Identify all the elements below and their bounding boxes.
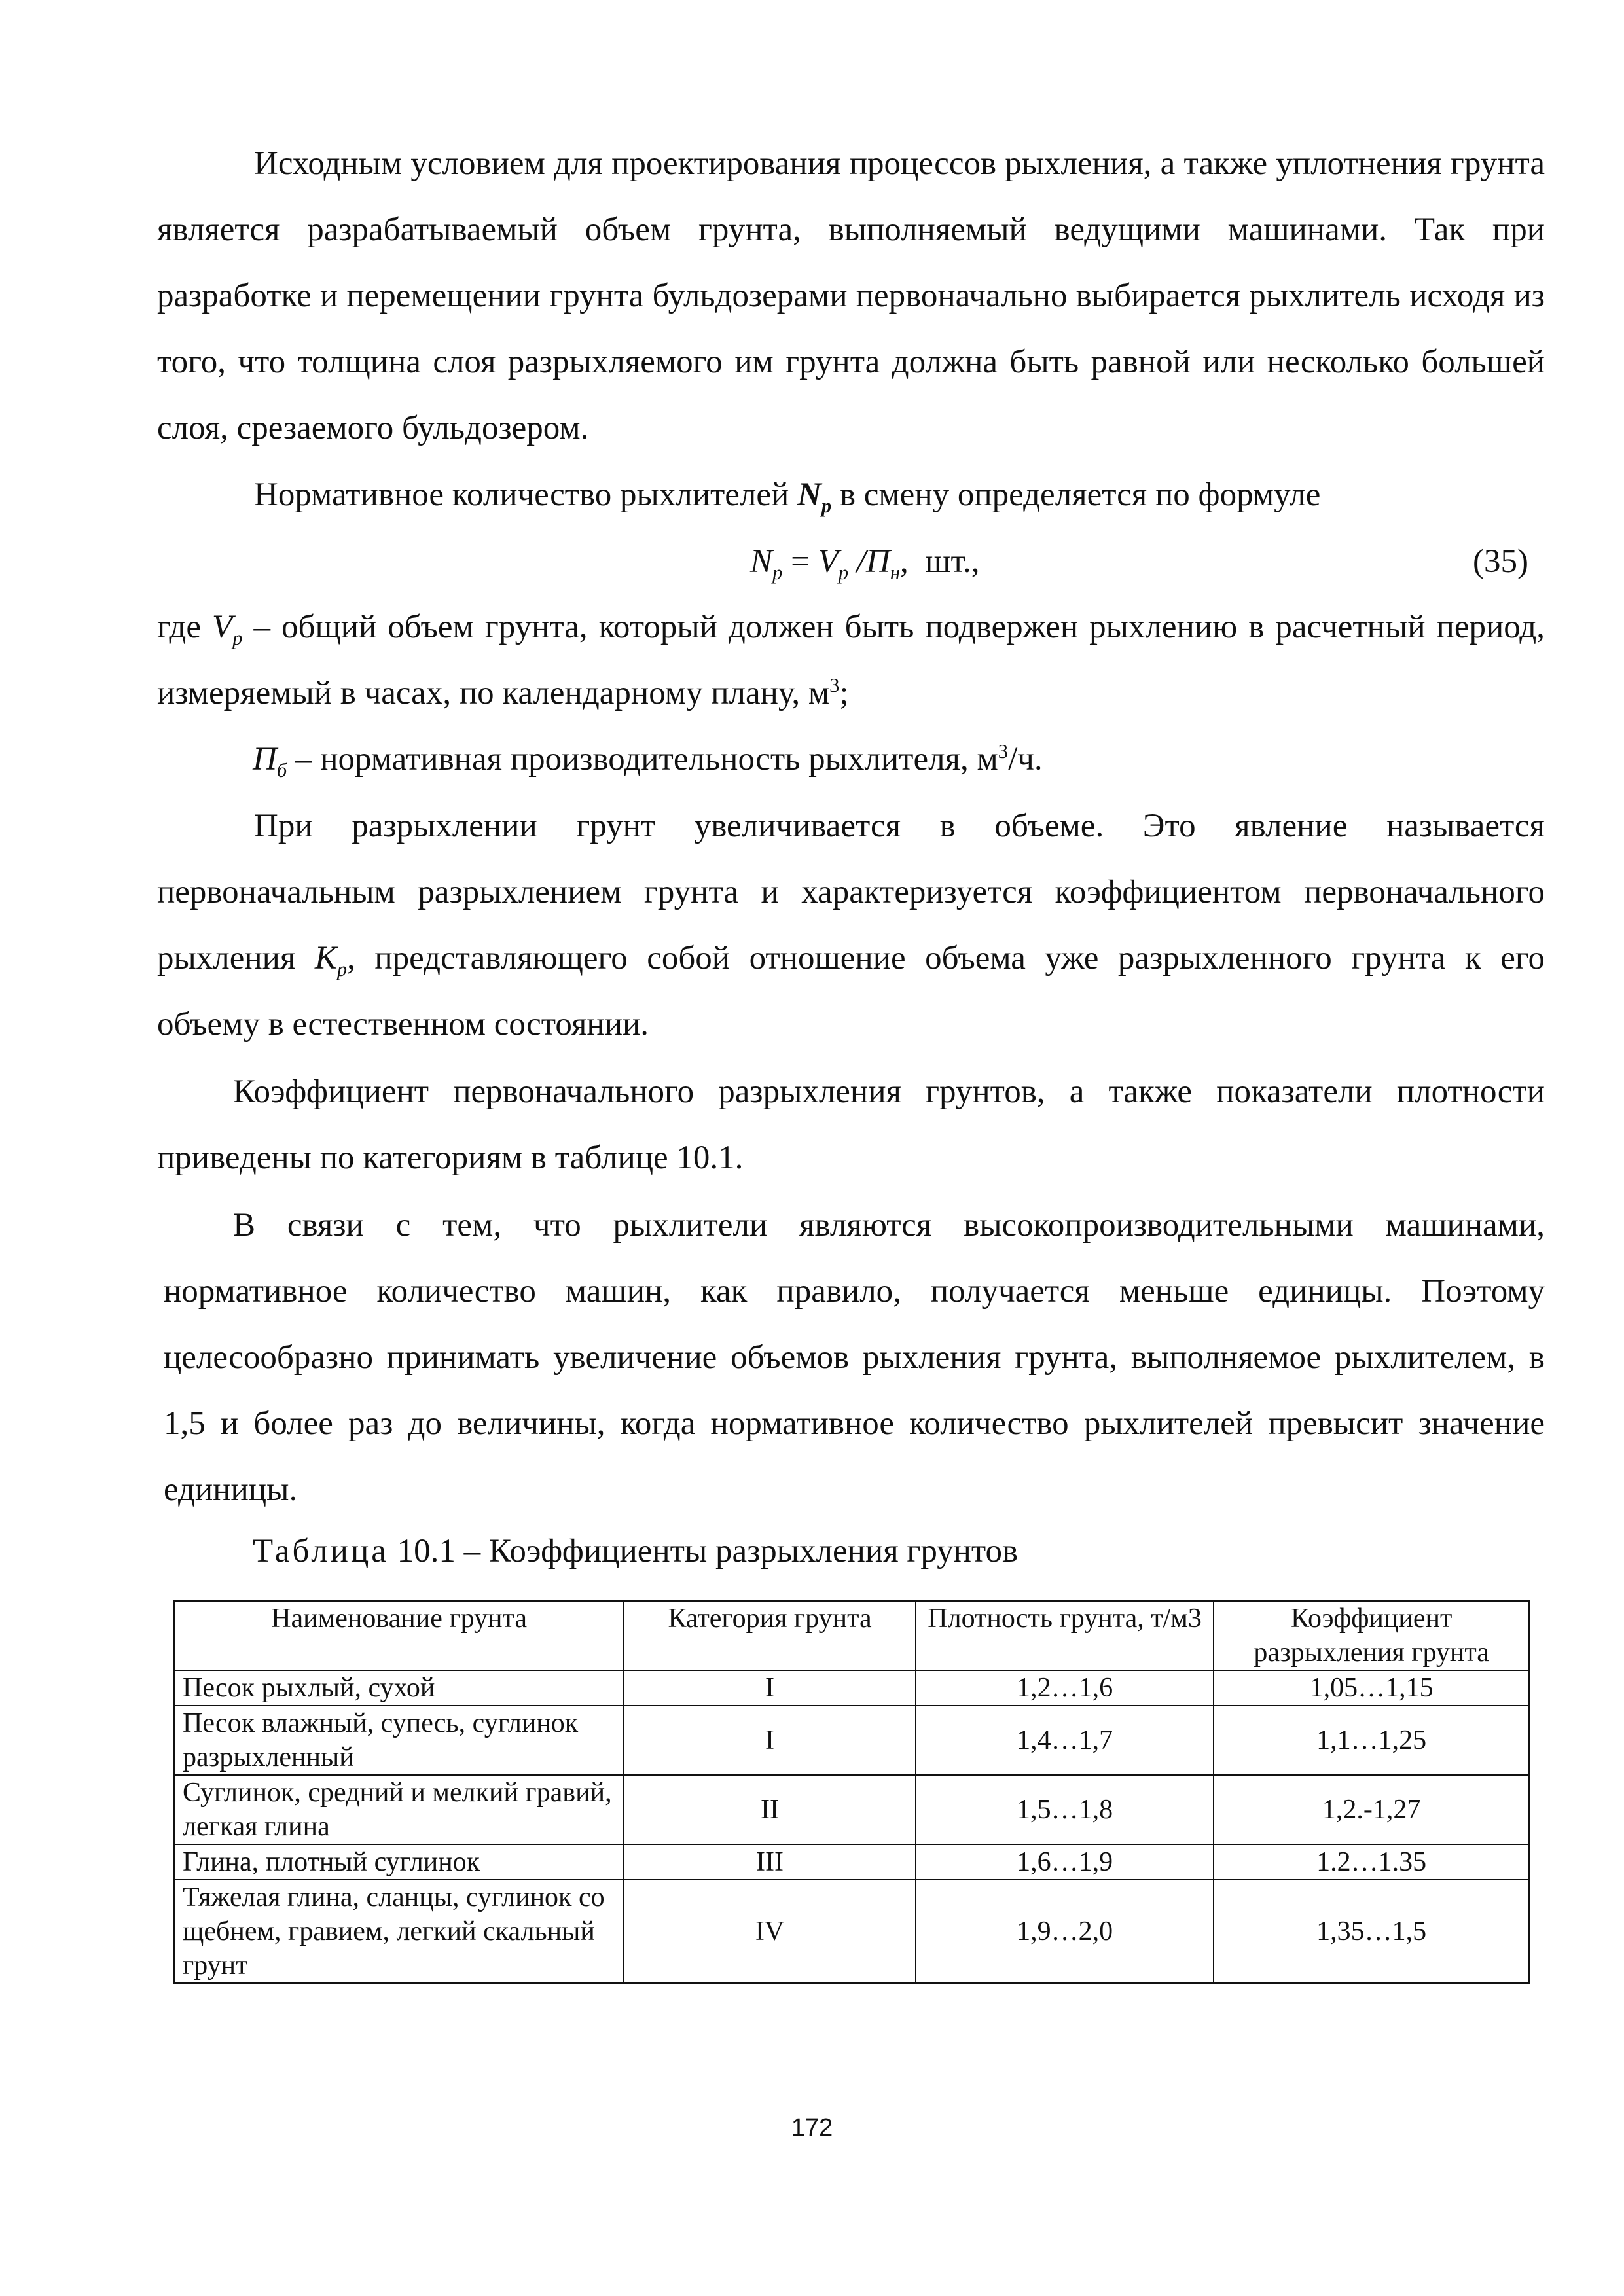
cell-name: Суглинок, средний и мелкий гравий, легкая глина (174, 1775, 624, 1844)
paragraph-productivity: В связи с тем, что рыхлители являются высокопроизводительными машинами, нормативное количество машин, как правило, получается меньше единицы. Поэтому целесообразно принимать увеличение объемов рыхления грунта, выполняемое рыхлителем, в 1,5 и более раз до величины, когда нормативное количество рыхлителей превысит значение единицы. (164, 1207, 1545, 1508)
formula-lhs-sub: p (772, 562, 783, 584)
table-header-row (174, 1601, 1529, 1670)
soil-loosening-table (173, 1600, 1530, 1984)
cell-density: 1,4…1,7 (916, 1706, 1214, 1775)
cell-name: Песок рыхлый, сухой (174, 1670, 624, 1706)
formula-equals: = (782, 543, 818, 580)
cell-coefficient: 1,05…1,15 (1214, 1670, 1529, 1706)
cell-category: III (624, 1844, 916, 1880)
definition-pb-sup: 3 (998, 740, 1009, 762)
symbol-np: N (797, 476, 821, 513)
paragraph-initial-condition: Исходным условием для проектирования процессов рыхления, а также уплотнения грунта является разрабатываемый объем грунта, выполняемый ведущими машинами. Так при разработке и перемещении грунта бульдозерами первоначально выбирается рыхлитель исходя из того, что толщина слоя разрыхляемого им грунта должна быть равной или несколько большей слоя, срезаемого бульдозером. (157, 145, 1545, 446)
cell-coefficient: 1,1…1,25 (1214, 1706, 1529, 1775)
paragraph-normative-count-text-after: в смену определяется по формуле (831, 476, 1321, 513)
table-caption-text: 10.1 – Коэффициенты разрыхления грунтов (388, 1533, 1019, 1570)
cell-density: 1,5…1,8 (916, 1775, 1214, 1844)
formula-slash: / (848, 543, 866, 580)
page-number: 172 (791, 2114, 833, 2142)
cell-density: 1,9…2,0 (916, 1880, 1214, 1983)
symbol-np-sub: p (821, 495, 832, 518)
header-density: Плотность грунта, т/м3 (916, 1601, 1214, 1670)
paragraph-loosening (157, 793, 1545, 1058)
definition-vp-sup: 3 (829, 674, 840, 696)
table-row (174, 1844, 1529, 1880)
definition-vp-prefix: где (157, 609, 212, 645)
definition-pb-end: /ч. (1008, 741, 1043, 778)
table-row (174, 1706, 1529, 1775)
formula-rhs-b-sub: н (890, 562, 900, 584)
table-row (174, 1775, 1529, 1844)
symbol-kp-sub: р (336, 958, 348, 981)
formula-rhs-b: П (865, 543, 890, 580)
definition-vp-end: ; (839, 675, 849, 711)
paragraph-loosening-text-before: При разрыхлении грунт увеличивается в объеме. Это явление называется первоначальным разрыхлением грунта и характеризуется коэффициентом первоначального рыхления (157, 808, 1545, 977)
cell-density: 1,6…1,9 (916, 1844, 1214, 1880)
definition-vp (157, 594, 1545, 726)
formula-rhs-a-sub: p (838, 562, 849, 584)
definition-vp-text: – общий объем грунта, который должен быть подвержен рыхлению в расчетный период, измеряемый в часах, по календарному плану, м (157, 609, 1545, 711)
symbol-vp: V (212, 609, 233, 645)
formula-lhs: N (750, 543, 773, 580)
cell-coefficient: 1,2.-1,27 (1214, 1775, 1529, 1844)
formula-unit: шт., (925, 543, 980, 580)
table-row (174, 1880, 1529, 1983)
header-soil-name: Наименование грунта (174, 1601, 624, 1670)
cell-category: I (624, 1670, 916, 1706)
cell-density: 1,2…1,6 (916, 1670, 1214, 1706)
formula-number: (35) (1473, 543, 1528, 580)
definition-pb (253, 726, 1043, 793)
cell-category: IV (624, 1880, 916, 1983)
table-row (174, 1670, 1529, 1706)
cell-category: I (624, 1706, 916, 1775)
symbol-kp: К (314, 940, 337, 977)
formula-comma: , (900, 543, 909, 580)
symbol-vp-sub: p (232, 627, 243, 650)
table-caption-label: Таблица (253, 1533, 389, 1570)
cell-name: Тяжелая глина, сланцы, суглинок со щебнем, гравием, легкий скальный грунт (174, 1880, 624, 1983)
symbol-pb: П (253, 741, 277, 778)
formula-35 (750, 529, 979, 595)
paragraph-loosening-text-after: , представляющего собой отношение объема уже разрыхленного грунта к его объему в естественном состоянии. (157, 940, 1545, 1043)
cell-coefficient: 1,35…1,5 (1214, 1880, 1529, 1983)
table-caption (253, 1525, 1018, 1577)
symbol-pb-sub: б (276, 759, 287, 782)
cell-name: Глина, плотный суглинок (174, 1844, 624, 1880)
definition-pb-text: – нормативная производительность рыхлителя, м (287, 741, 998, 778)
header-coefficient: Коэффициент разрыхления грунта (1214, 1601, 1529, 1670)
paragraph-normative-count (157, 462, 1545, 528)
header-category: Категория грунта (624, 1601, 916, 1670)
paragraph-normative-count-text-before: Нормативное количество рыхлителей (254, 476, 798, 513)
cell-name: Песок влажный, супесь, суглинок разрыхленный (174, 1706, 624, 1775)
paragraph-coefficient-ref: Коэффициент первоначального разрыхления грунтов, а также показатели плотности приведены по категориям в таблице 10.1. (157, 1073, 1545, 1176)
cell-category: II (624, 1775, 916, 1844)
cell-coefficient: 1.2…1.35 (1214, 1844, 1529, 1880)
formula-rhs-a: V (818, 543, 839, 580)
